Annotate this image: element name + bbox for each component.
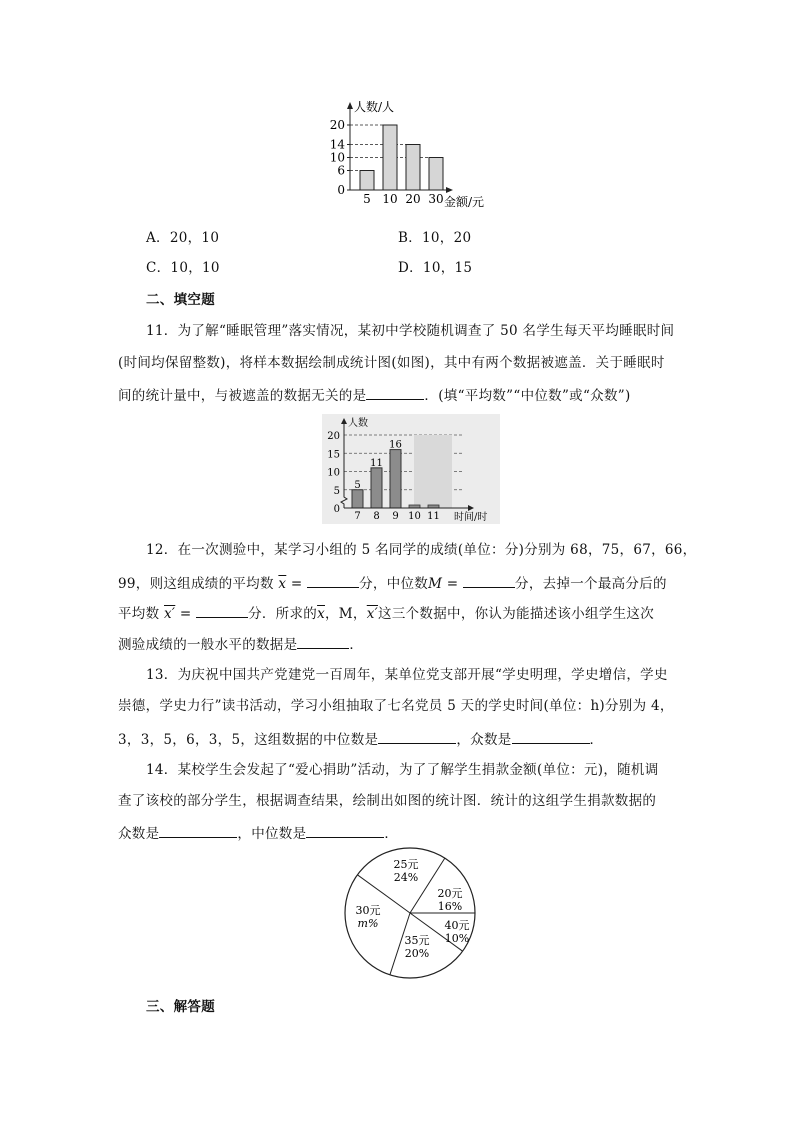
chart1-y-arrow [347, 102, 353, 109]
chart2-bar-7 [352, 490, 363, 508]
q12-line-2 [118, 573, 667, 593]
q12-mean-blank[interactable] [307, 573, 359, 588]
pie-label-0: 25元 [393, 858, 419, 871]
donation-bar-chart [320, 95, 500, 215]
section-title-answer: 三、解答题 [146, 999, 215, 1015]
chart2-xtick-11: 11 [427, 511, 440, 522]
mean-symbol: $\overline{x}$ [278, 576, 287, 592]
eq-sign: = [286, 576, 308, 592]
q13-line-1: 13．为庆祝中国共产党建党一百周年，某单位党支部开展“学史明理，学史增信，学史 [146, 667, 668, 683]
sleep-time-bar-chart [322, 414, 500, 524]
q14-median-blank[interactable] [306, 823, 384, 838]
chart2-xtick-10: 10 [408, 511, 421, 522]
pie-pct-4: m% [357, 917, 379, 930]
median-symbol: M [428, 576, 443, 592]
q12-text-h: 测验成绩的一般水平的数据是 [118, 637, 298, 653]
chart2-xtick-8: 8 [373, 511, 380, 522]
chart2-xlabel: 时间/时 [454, 512, 488, 523]
q12-text-f: ，M， [325, 606, 367, 622]
q13-line-2: 崇德，学史力行”读书活动，学习小组抽取了七名党员 5 天的学史时间(单位：h)分别为 4， [118, 698, 674, 714]
chart2-value-8: 11 [370, 457, 383, 469]
q13-text-b: ，众数是 [456, 732, 512, 748]
eq-sign-3: = [175, 606, 197, 622]
q12-text-i: ． [349, 637, 364, 653]
chart1-ytick-0: 0 [337, 183, 345, 197]
masked-region [414, 435, 452, 508]
pie-label-4: 30元 [355, 904, 381, 917]
q14-mode-blank[interactable] [159, 823, 237, 838]
q14-line-1: 14．某校学生会发起了“爱心捐助”活动，为了了解学生捐款金额(单位：元)，随机调 [146, 762, 659, 778]
chart2-ytick-20: 20 [327, 431, 340, 442]
option-c: C．10，10 [146, 260, 220, 276]
option-a: A．20，10 [146, 230, 220, 246]
pie-pct-1: 16% [437, 900, 463, 913]
mean2-symbol: x′ [164, 606, 176, 622]
chart1-ytick-10: 10 [329, 150, 345, 165]
q12-level-blank[interactable] [297, 634, 349, 649]
q14-text-c: ． [384, 826, 399, 842]
option-d: D．10，15 [398, 260, 473, 276]
chart1-ytick-14: 14 [329, 137, 345, 152]
pie-label-3: 35元 [404, 934, 430, 947]
chart1-xtick-5: 5 [363, 192, 371, 206]
section-title-fill-blank: 二、填空题 [146, 292, 215, 308]
chart2-xtick-7: 7 [354, 511, 361, 522]
chart2-value-9: 16 [389, 439, 402, 451]
option-b: B．10，20 [398, 230, 472, 246]
q13-line-3 [118, 729, 603, 749]
pie-pct-0: 24% [393, 871, 419, 884]
q12-mean2-blank[interactable] [196, 603, 248, 618]
q11-line-3 [118, 385, 631, 405]
q12-text-b: 分，中位数 [359, 576, 429, 592]
chart2-xtick-9: 9 [392, 511, 399, 522]
chart2-bar-9 [390, 450, 401, 508]
chart1-ylabel: 人数/人 [354, 100, 395, 114]
q12-text-e: 分．所求的 [248, 606, 318, 622]
chart1-bar-30 [429, 158, 443, 191]
q12-text-g: 这三个数据中，你认为能描述该小组学生这次 [378, 606, 655, 622]
chart2-ytick-15: 15 [327, 449, 340, 461]
q12-line-3 [118, 603, 654, 623]
pie-label-1: 20元 [437, 887, 463, 900]
chart1-x-arrow [446, 187, 453, 193]
q12-median-blank[interactable] [463, 573, 515, 588]
chart2-ylabel: 人数 [348, 418, 368, 429]
q14-text-a: 众数是 [118, 826, 160, 842]
donation-pie-chart [340, 846, 480, 980]
q14-text-b: ，中位数是 [237, 826, 307, 842]
chart1-bar-10 [383, 125, 397, 190]
chart1-ytick-20: 20 [329, 118, 345, 132]
q11-text-a: 间的统计量中，与被遮盖的数据无关的是 [118, 388, 367, 404]
pie-pct-3: 20% [404, 947, 430, 960]
mean2-symbol-2: x′ [366, 606, 379, 622]
q12-text-a: 99，则这组成绩的平均数 [118, 576, 274, 592]
q11-answer-blank[interactable] [366, 385, 424, 400]
q12-text-d: 平均数 [118, 606, 160, 622]
q14-line-2: 查了该校的部分学生，根据调查结果，绘制出如图的统计图．统计的这组学生捐款数据的 [118, 793, 657, 809]
eq-sign-2: = [442, 576, 464, 592]
q13-text-c: ． [589, 732, 604, 748]
q12-text-c: 分，去掉一个最高分后的 [515, 576, 667, 592]
q13-median-blank[interactable] [378, 729, 456, 744]
chart1-xtick-10: 10 [382, 192, 398, 206]
chart2-ytick-0: 0 [333, 504, 340, 515]
q11-text-b: ．(填“平均数”“中位数”或“众数”) [424, 388, 631, 404]
chart1-bar-20 [406, 145, 420, 191]
q13-mode-blank[interactable] [512, 729, 590, 744]
chart2-bar-8 [371, 468, 382, 508]
chart1-bar-5 [360, 171, 374, 191]
q14-line-3 [118, 823, 398, 843]
q11-line-1: 11．为了解“睡眠管理”落实情况，某初中学校随机调查了 50 名学生每天平均睡眠时间 [146, 323, 675, 339]
chart2-ytick-10: 10 [327, 467, 340, 479]
q13-text-a: 3，3，5，6，3，5，这组数据的中位数是 [118, 732, 379, 748]
chart2-ytick-5: 5 [333, 485, 340, 497]
pie-label-2: 40元 [444, 919, 470, 932]
q11-line-2: (时间均保留整数)，将样本数据绘制成统计图(如图)，其中有两个数据被遮盖．关于睡眠时 [118, 355, 665, 371]
mean-symbol-2: $\overline{x}$ [317, 606, 325, 622]
chart1-xlabel: 金额/元 [444, 195, 485, 209]
chart1-ytick-6: 6 [337, 163, 345, 178]
q12-line-1: 12．在一次测验中，某学习小组的 5 名同学的成绩(单位：分)分别为 68，75，67，66， [146, 542, 697, 558]
chart1-xtick-20: 20 [405, 192, 421, 206]
chart1-xtick-30: 30 [428, 192, 444, 206]
chart2-value-7: 5 [354, 479, 361, 491]
pie-pct-2: 10% [444, 932, 470, 945]
q12-line-4 [118, 634, 363, 654]
